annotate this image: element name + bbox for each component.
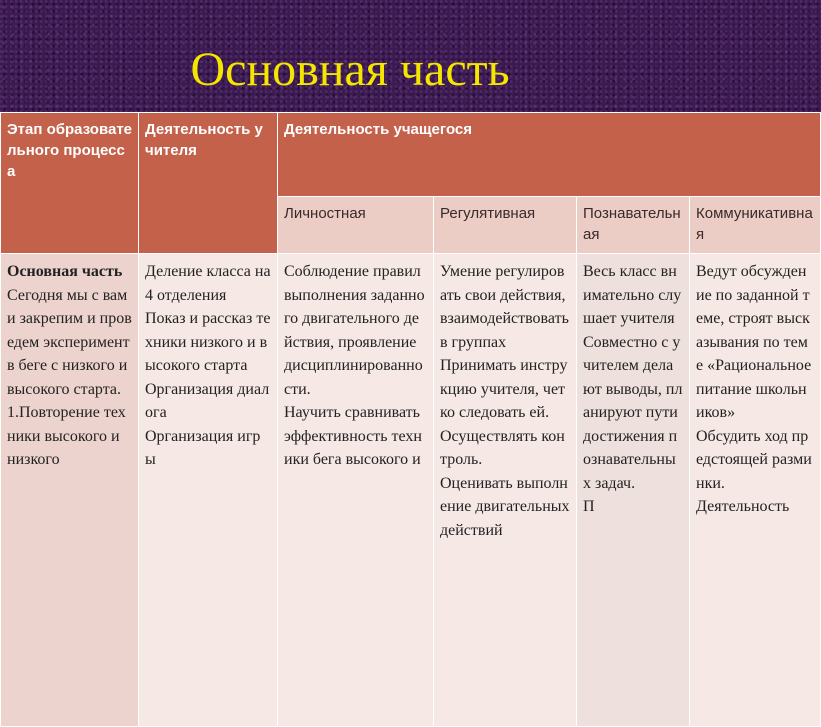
cell-personal bbox=[278, 254, 434, 727]
cognitive-text: Совместно с учителем делают выводы, планируют пути достижения познавательных задач. bbox=[583, 333, 683, 492]
cell-cognitive bbox=[577, 254, 690, 727]
lesson-table-container bbox=[0, 112, 813, 600]
teacher-text: Деление класса на 4 отделения bbox=[145, 263, 271, 304]
regulatory-text: Оценивать выполнение двигательных действий bbox=[440, 474, 570, 539]
cell-teacher bbox=[139, 254, 278, 727]
cognitive-text: Весь класс внимательно слушает учителя bbox=[583, 263, 682, 327]
stage-text: 1.Повторение техники высокого и низкого bbox=[7, 404, 126, 468]
teacher-text: Показ и рассказ техники низкого и высокого старта bbox=[145, 310, 271, 374]
stage-title: Основная часть bbox=[7, 263, 123, 280]
header-stage: Этап образовательного процесса bbox=[1, 113, 139, 254]
cell-regulatory bbox=[434, 254, 577, 727]
teacher-text: Организация игры bbox=[145, 427, 261, 468]
cell-stage bbox=[1, 254, 139, 727]
teacher-text: Организация диалога bbox=[145, 380, 270, 421]
subheader-communicative: Коммуникативная bbox=[690, 196, 821, 253]
slide-title: Основная часть bbox=[190, 43, 510, 96]
lesson-table bbox=[0, 112, 821, 727]
subheader-cognitive: Познавательная bbox=[577, 196, 690, 253]
regulatory-text: Принимать инструкцию учителя, четко следовать ей. bbox=[440, 357, 568, 421]
communicative-text: Деятельность bbox=[696, 498, 790, 515]
communicative-text: Ведут обсуждение по заданной теме, строят высказывания по теме «Рациональное питание школьников» bbox=[696, 263, 812, 421]
cell-communicative bbox=[690, 254, 821, 727]
communicative-text: Обсудить ход предстоящей разминки. bbox=[696, 427, 812, 492]
regulatory-text: Умение регулировать свои действия, взаимодействовать в группах bbox=[440, 263, 569, 351]
stage-text: Сегодня мы с вами закрепим и проведем эксперимент в беге с низкого и высокого старта. bbox=[7, 286, 132, 398]
personal-text: Научить сравнивать эффективность техники бега высокого и bbox=[284, 404, 422, 468]
cognitive-text: П bbox=[583, 498, 595, 515]
header-student: Деятельность учащегося bbox=[278, 113, 821, 197]
regulatory-text: Осуществлять контроль. bbox=[440, 427, 565, 468]
subheader-personal: Личностная bbox=[278, 196, 434, 253]
subheader-regulatory: Регулятивная bbox=[434, 196, 577, 253]
header-teacher: Деятельность учителя bbox=[139, 113, 278, 254]
personal-text: Соблюдение правил выполнения заданного двигательного действия, проявление дисциплинированности. bbox=[284, 263, 425, 398]
